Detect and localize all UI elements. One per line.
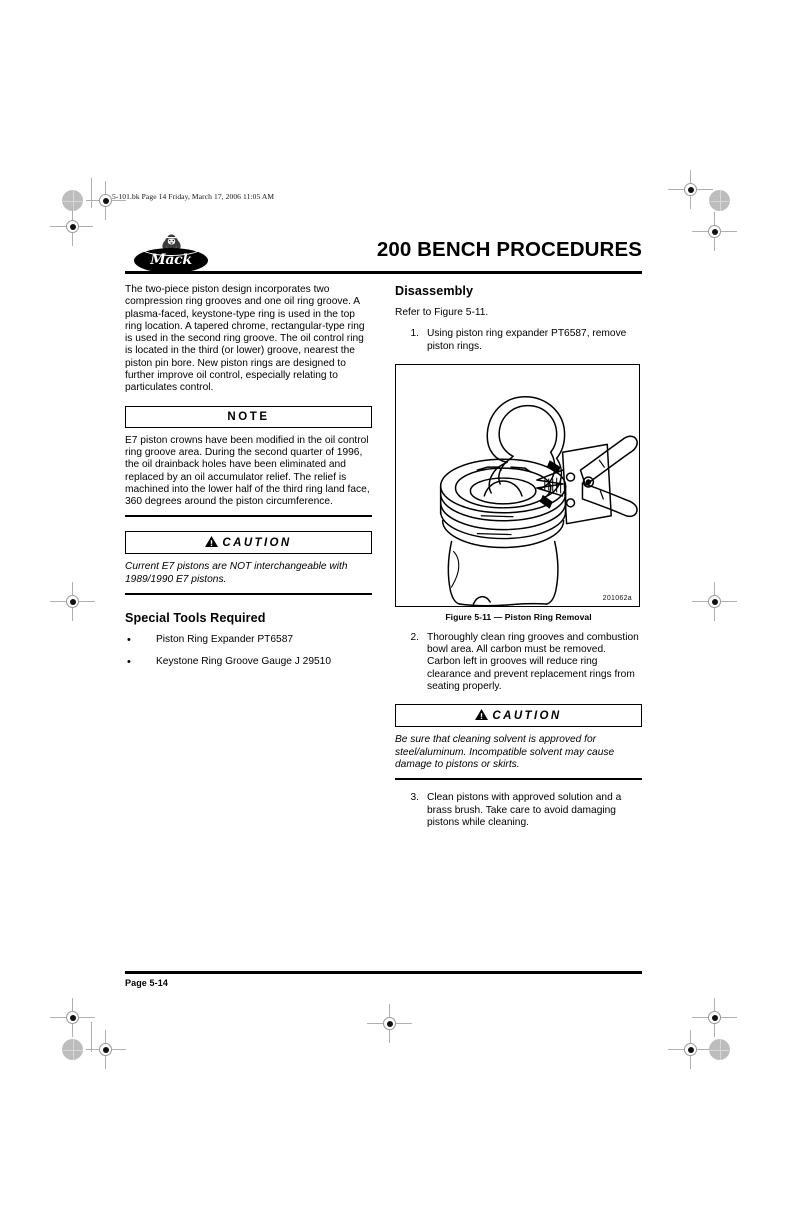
caution-box-right (395, 704, 642, 780)
crop-line-top-left-v2 (105, 207, 106, 220)
crop-line-right-mid-v2 (714, 608, 715, 621)
disassembly-steps-top (395, 328, 642, 353)
logo-wordmark: Mack (150, 252, 192, 268)
registration-target-left-upper (66, 220, 79, 233)
masthead-rule (125, 271, 642, 274)
crop-line-bottom-left-h2 (112, 1049, 126, 1050)
note-body: E7 piston crowns have been modified in the oil control ring groove area. During the second quarter of 1996, the oil drainback holes have been eliminated and replaced by an oil accumulator relief. The relief is machined into the lower half of the third ring land face, 360 degrees around the piston circumference. (125, 434, 370, 508)
caution-body-left: Current E7 pistons are NOT interchangeable with 1989/1990 E7 pistons. (125, 561, 348, 585)
mack-logo (134, 234, 208, 274)
masthead (125, 232, 642, 274)
figure-caption: Figure 5-11 — Piston Ring Removal (445, 611, 592, 622)
crop-line-right-lower-v (714, 998, 715, 1011)
crop-line-top-right-v (690, 170, 691, 183)
crop-line-bottom-left-v2 (105, 1056, 106, 1069)
warning-triangle-icon (475, 709, 488, 720)
caution-heading-text-right: CAUTION (492, 710, 562, 723)
crop-line-left-upper-v2 (72, 233, 73, 246)
crop-line-bottom-right-v (690, 1030, 691, 1043)
crop-line-bottom-left-h (86, 1049, 99, 1050)
page-edge-line-left-bottom (91, 1022, 92, 1052)
crop-line-left-mid-v (72, 582, 73, 595)
crop-line-left-lower-v2 (72, 1024, 73, 1037)
step-text: Using piston ring expander PT6587, remove piston rings. (427, 328, 627, 352)
list-item (125, 656, 372, 668)
crop-line-bottom-center-h (367, 1023, 383, 1024)
crop-line-left-upper-v (72, 207, 73, 220)
registration-circle-bottom-left (62, 1039, 83, 1060)
registration-target-bottom-left (99, 1043, 112, 1056)
crop-line-left-upper-h2 (79, 226, 93, 227)
piston-ring-removal-illustration (396, 365, 639, 606)
crop-line-right-lower-h (692, 1017, 708, 1018)
crop-line-top-right-h2 (697, 189, 713, 190)
note-bottom-rule (125, 515, 372, 517)
footer-rule (125, 971, 642, 974)
page-meta-header: 5-101.bk Page 14 Friday, March 17, 2006 11:05 AM (112, 192, 275, 201)
list-item (395, 792, 642, 829)
disassembly-steps-mid (395, 632, 642, 693)
crop-line-left-mid-h2 (79, 601, 95, 602)
special-tools-list (125, 634, 372, 669)
note-box (125, 406, 372, 518)
figure-frame (395, 364, 640, 607)
crop-line-left-lower-h2 (79, 1017, 95, 1018)
disassembly-heading: Disassembly (395, 284, 474, 298)
crop-line-left-upper-h (50, 226, 66, 227)
list-item (395, 632, 642, 693)
crop-line-bottom-left-v (105, 1030, 106, 1043)
footer-page-label: Page 5-14 (125, 978, 168, 988)
crop-line-top-right-h (668, 189, 684, 190)
step-number: 1. (410, 328, 419, 340)
page-title: 200 BENCH PROCEDURES (376, 238, 642, 261)
crop-line-right-lower-v2 (714, 1024, 715, 1037)
registration-target-right-lower (708, 1011, 721, 1024)
step-text: Clean pistons with approved solution and a brass brush. Take care to avoid damaging pistons while cleaning. (427, 792, 622, 828)
tool-label: Keystone Ring Groove Gauge J 29510 (156, 656, 331, 668)
bullet-glyph: • (127, 634, 131, 647)
registration-circle-top-right (709, 190, 730, 211)
note-heading: NOTE (125, 406, 372, 428)
figure-id-label: 201062a (602, 594, 632, 602)
crop-line-top-right-v2 (690, 196, 691, 209)
warning-triangle-icon (205, 536, 218, 547)
step-number: 2. (410, 631, 419, 643)
registration-target-left-mid (66, 595, 79, 608)
crop-line-right-mid-h (692, 601, 708, 602)
crop-line-bottom-right-h (668, 1049, 684, 1050)
tool-label: Piston Ring Expander PT6587 (156, 634, 294, 646)
step-number: 3. (410, 792, 419, 804)
crop-line-left-lower-h (50, 1017, 66, 1018)
crop-line-bottom-center-h2 (396, 1023, 412, 1024)
special-tools-heading: Special Tools Required (125, 611, 266, 626)
caution-bottom-rule-right (395, 778, 642, 780)
bullet-glyph: • (127, 656, 131, 669)
registration-target-bottom-right (684, 1043, 697, 1056)
right-column (395, 284, 642, 840)
disassembly-steps-bottom (395, 792, 642, 829)
intro-paragraph: The two-piece piston design incorporates two compression ring grooves and one oil ring groove. A plasma-faced, keystone-type ring is used in the top ring location. A tapered chrome, rectangular-type ring is used in the second ring groove. The oil control ring is located in the third (or lower) groove, nearest the piston pin bore. New piston rings are designed to further improve oil control, especially relating to particulates control. (125, 284, 365, 394)
registration-target-right-mid (708, 595, 721, 608)
figure-piston-ring-removal (395, 364, 642, 622)
caution-heading-text-left: CAUTION (222, 537, 292, 550)
caution-heading-left (125, 531, 372, 554)
caution-box-left (125, 531, 372, 595)
registration-target-bottom-center (383, 1017, 396, 1030)
registration-circle-bottom-right (709, 1039, 730, 1060)
caution-heading-right (395, 704, 642, 727)
crop-line-left-lower-v (72, 998, 73, 1011)
caution-bottom-rule-left (125, 593, 372, 595)
registration-target-top-right (684, 183, 697, 196)
registration-target-right-upper (708, 225, 721, 238)
caution-body-right: Be sure that cleaning solvent is approved for steel/aluminum. Incompatible solvent may cause damage to pistons or skirts. (395, 734, 615, 770)
crop-line-bottom-right-v2 (690, 1056, 691, 1069)
crop-line-right-mid-v (714, 582, 715, 595)
crop-line-left-mid-v2 (72, 608, 73, 621)
list-item (125, 634, 372, 646)
crop-line-top-left-h (86, 200, 99, 201)
refer-text: Refer to Figure 5-11. (395, 307, 489, 318)
crop-line-right-upper-h (692, 231, 708, 232)
crop-line-right-upper-v (714, 212, 715, 225)
step-text: Thoroughly clean ring grooves and combustion bowl area. All carbon must be removed. Carbon left in grooves will reduce ring clearance and prevent replacement rings from seating properly. (427, 631, 639, 693)
crop-line-top-left-v (105, 181, 106, 194)
page-edge-line-left-top (91, 178, 92, 208)
list-item (395, 328, 642, 353)
crop-line-right-lower-h2 (721, 1017, 737, 1018)
crop-line-right-upper-h2 (721, 231, 737, 232)
crop-line-bottom-center-v2 (389, 1030, 390, 1043)
left-column (125, 284, 372, 679)
crop-line-left-mid-h (50, 601, 66, 602)
crop-line-right-upper-v2 (714, 238, 715, 251)
crop-line-bottom-center-v (389, 1004, 390, 1017)
registration-target-left-lower (66, 1011, 79, 1024)
crop-line-right-mid-h2 (721, 601, 737, 602)
registration-target-top-left (99, 194, 112, 207)
